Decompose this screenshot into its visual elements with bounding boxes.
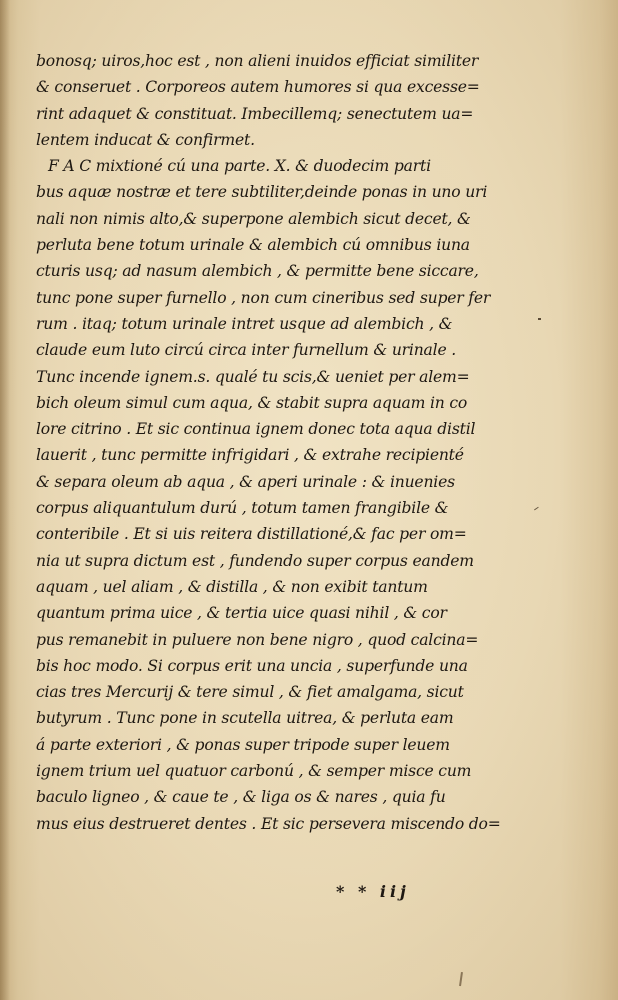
- text-line: pus remanebit in puluere non bene nigro , quod calcina=: [36, 630, 479, 649]
- text-line: butyrum . Tunc pone in scutella uitrea, & perluta eam: [36, 709, 454, 728]
- text-line: tunc pone super furnello , non cum cineribus sed super fer: [36, 288, 491, 307]
- text-line: baculo ligneo , & caue te , & liga os & nares , quia fu: [36, 788, 446, 807]
- text-line: & separa oleum ab aqua , & aperi urinale : & inuenies: [36, 472, 455, 491]
- text-line: lentem inducat & confirmet.: [36, 130, 255, 149]
- text-line: bonosq; uiros,hoc est , non alieni inuidos efficiat similiter: [36, 52, 479, 70]
- text-line: perluta bene totum urinale & alembich cú omnibus iuna: [36, 236, 470, 255]
- text-line: Tunc incende ignem.s. qualé tu scis,& ueniet per alem=: [36, 367, 470, 386]
- text-line: nali non nimis alto,& superpone alembich sicut decet, &: [36, 209, 471, 228]
- text-line: rint adaquet & constituat. Imbecillemq; senectutem ua=: [36, 104, 474, 123]
- text-line: mus eius destrueret dentes . Et sic persevera miscendo do=: [36, 814, 501, 833]
- text-line: & conseruet . Corporeos autem humores si qua excesse=: [36, 78, 480, 97]
- paper-mark: [459, 972, 463, 986]
- body-text: [36, 48, 584, 837]
- text-line: rum . itaq; totum urinale intret usque ad alembich , &: [36, 314, 453, 333]
- text-line: cias tres Mercurij & tere simul , & fiet amalgama, sicut: [36, 683, 464, 702]
- text-line: cturis usq; ad nasum alembich , & permitte bene siccare,: [36, 262, 479, 281]
- text-line: bich oleum simul cum aqua, & stabit supra aquam in co: [36, 393, 468, 412]
- text-line: lauerit , tunc permitte infrigidari , & extrahe recipienté: [36, 446, 464, 465]
- text-line: aquam , uel aliam , & distilla , & non exibit tantum: [36, 577, 428, 596]
- text-line: bus aquæ nostræ et tere subtiliter,deinde ponas in uno uri: [36, 183, 488, 202]
- text-line: ignem trium uel quatuor carbonú , & semper misce cum: [36, 762, 472, 781]
- gutter-shadow: [0, 0, 10, 1000]
- text-line: claude eum luto circú circa inter furnellum & urinale .: [36, 341, 456, 360]
- text-line: nia ut supra dictum est , fundendo super corpus eandem: [36, 551, 474, 570]
- signature-mark: * * iij: [336, 882, 410, 901]
- text-line: corpus aliquantulum durú , totum tamen frangibile &: [36, 499, 449, 518]
- text-line: quantum prima uice , & tertia uice quasi nihil , & cor: [36, 604, 447, 623]
- text-line: conteribile . Et si uis reitera distillationé,& fac per om=: [36, 525, 467, 544]
- text-line: bis hoc modo. Si corpus erit una uncia , superfunde una: [36, 656, 468, 675]
- paragraph-start-line: F A C mixtioné cú una parte. X. & duodecim parti: [48, 157, 431, 176]
- text-line: lore citrino . Et sic continua ignem donec tota aqua distil: [36, 420, 476, 439]
- text-line: á parte exteriori , & ponas super tripode super leuem: [36, 735, 450, 754]
